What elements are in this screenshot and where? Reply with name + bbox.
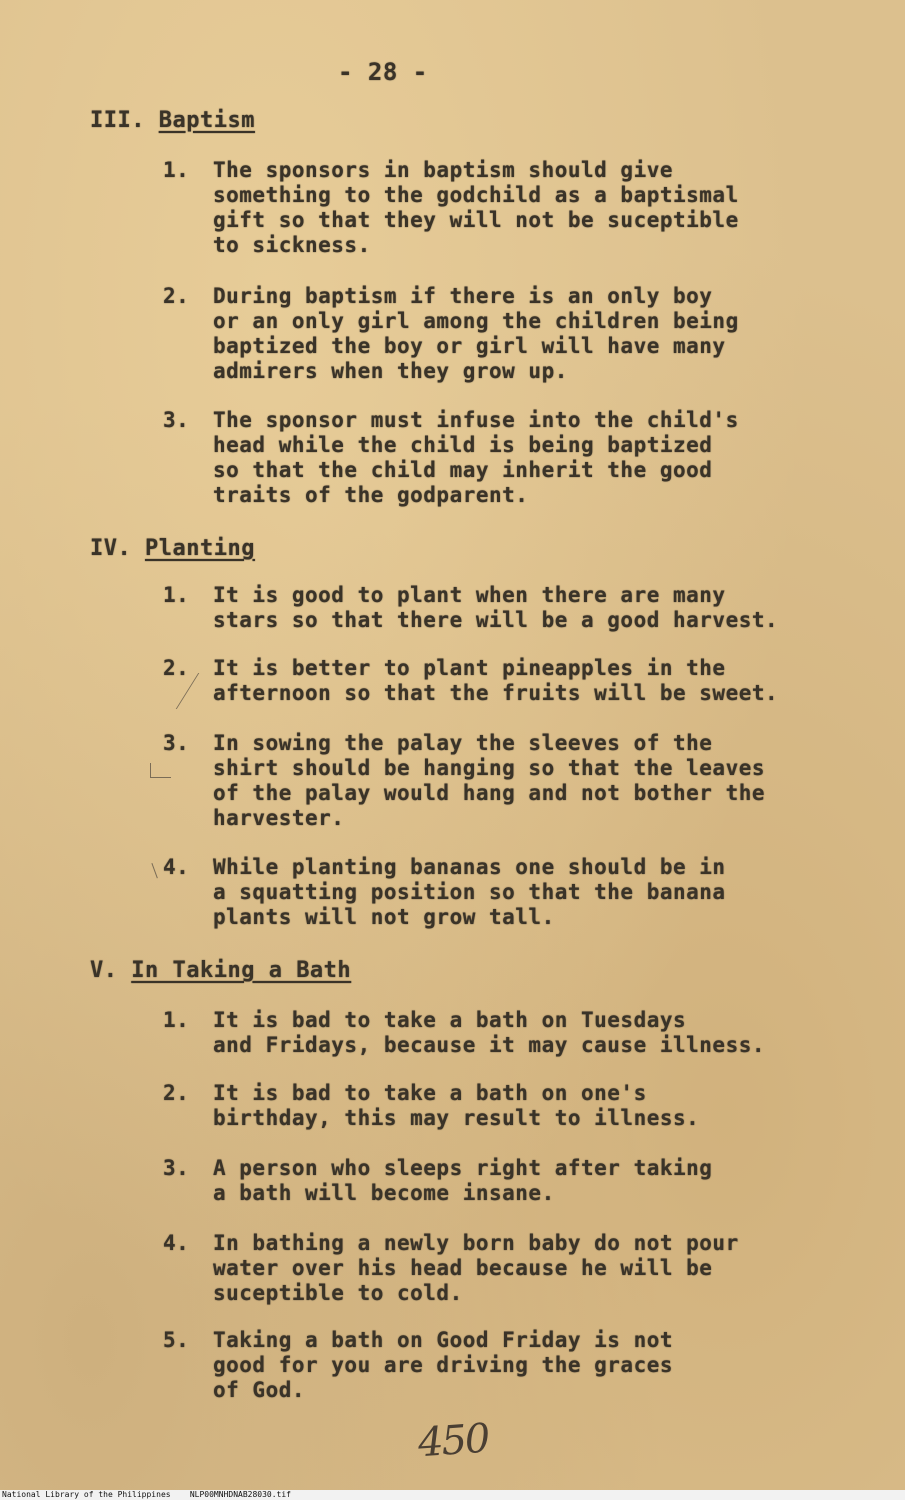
item-text: It is better to plant pineapples in the afternoon so that the fruits will be sweet.: [213, 656, 779, 705]
item-text: While planting bananas one should be in a squatting position so that the banana plants will not grow tall.: [213, 855, 726, 929]
list-item: [163, 284, 853, 384]
item-number: 2.: [163, 1081, 190, 1105]
item-number: 4.: [163, 855, 190, 879]
item-text: Taking a bath on Good Friday is not good for you are driving the graces of God.: [213, 1328, 674, 1402]
handwritten-page-number: 450: [416, 1415, 490, 1467]
section-title: Baptism: [158, 108, 255, 133]
item-number: 2.: [163, 656, 190, 680]
list-item: [163, 408, 853, 508]
pencil-tick-mark: [151, 862, 161, 879]
item-number: 3.: [163, 408, 190, 432]
item-text: It is good to plant when there are many stars so that there will be a good harvest.: [213, 583, 779, 632]
list-item: [163, 1328, 853, 1403]
section-title: Planting: [145, 536, 255, 561]
item-text: In sowing the palay the sleeves of the shirt should be hanging so that the leaves of the palay would hang and not bother the harvester.: [213, 731, 766, 830]
item-number: 4.: [163, 1231, 190, 1255]
list-item: [163, 1008, 853, 1058]
page-number: - 28 -: [338, 58, 428, 86]
list-item: [163, 656, 853, 706]
section-numeral: IV.: [90, 536, 132, 561]
section-heading-taking-a-bath: [90, 958, 351, 983]
item-text: In bathing a newly born baby do not pour water over his head because he will be suceptible to cold.: [213, 1231, 739, 1305]
section-numeral: III.: [90, 108, 145, 133]
item-text: During baptism if there is an only boy or an only girl among the children being baptized the boy or girl will have many admirers when they grow up.: [213, 284, 739, 383]
section-numeral: V.: [90, 958, 118, 983]
footer-library: National Library of the Philippines: [2, 1490, 171, 1499]
list-item: [163, 731, 853, 831]
scan-footer: [0, 1490, 291, 1500]
list-item: [163, 1081, 853, 1131]
list-item: [163, 1156, 853, 1206]
section-heading-planting: [90, 536, 255, 561]
pencil-bracket-mark: [150, 763, 171, 778]
list-item: [163, 158, 853, 258]
item-number: 1.: [163, 158, 190, 182]
item-text: A person who sleeps right after taking a bath will become insane.: [213, 1156, 713, 1205]
item-text: The sponsor must infuse into the child's head while the child is being baptized so that the child may inherit the good traits of the godparent.: [213, 408, 739, 507]
item-number: 1.: [163, 1008, 190, 1032]
item-number: 2.: [163, 284, 190, 308]
item-text: The sponsors in baptism should give something to the godchild as a baptismal gift so that they will not be suceptible to sickness.: [213, 158, 739, 257]
item-number: 5.: [163, 1328, 190, 1352]
footer-filename: NLP00MNHDNAB28030.tif: [189, 1490, 291, 1499]
list-item: [163, 855, 853, 930]
item-number: 3.: [163, 1156, 190, 1180]
list-item: [163, 583, 853, 633]
item-text: It is bad to take a bath on one's birthday, this may result to illness.: [213, 1081, 700, 1130]
section-title: In Taking a Bath: [131, 958, 352, 983]
item-number: 3.: [163, 731, 190, 755]
list-item: [163, 1231, 853, 1306]
item-number: 1.: [163, 583, 190, 607]
item-text: It is bad to take a bath on Tuesdays and Fridays, because it may cause illness.: [213, 1008, 766, 1057]
section-heading-baptism: [90, 108, 255, 133]
